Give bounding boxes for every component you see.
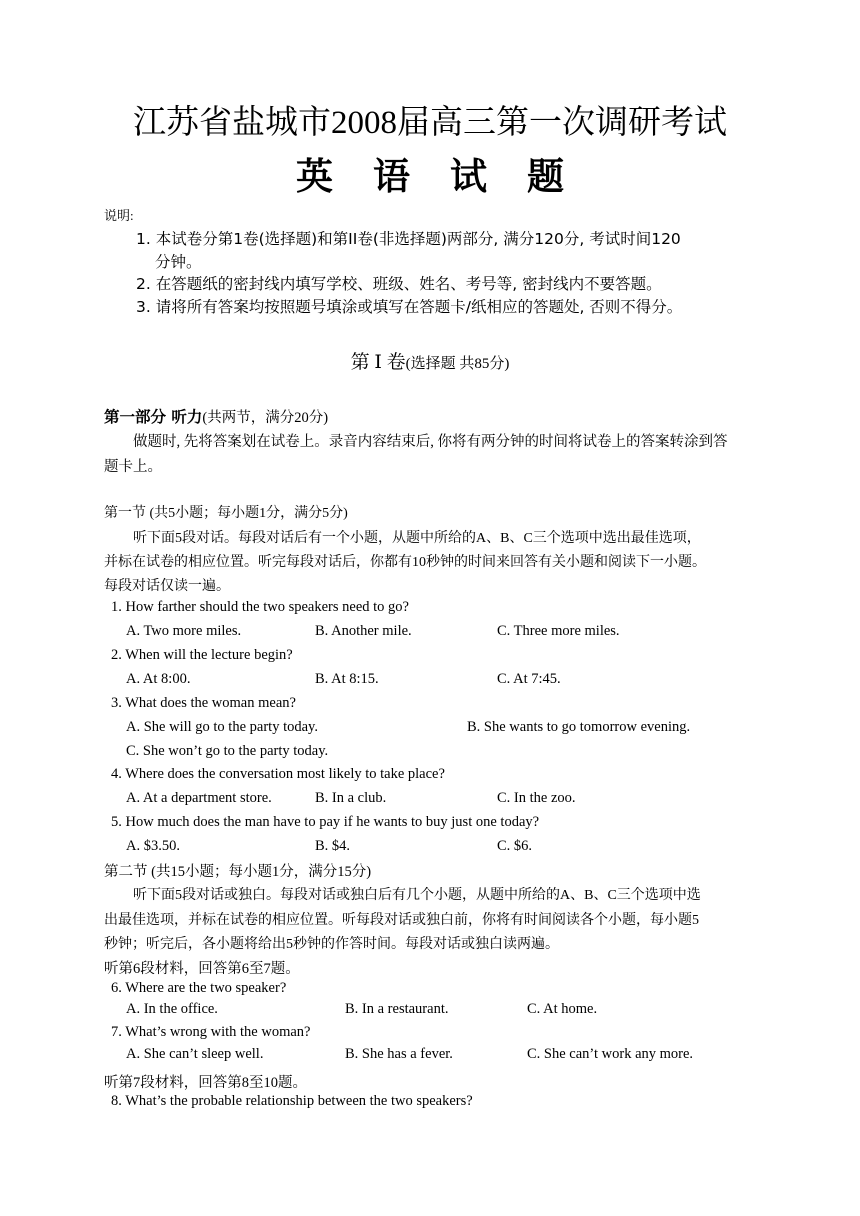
part1-title: 第一部分 听力 (104, 408, 203, 426)
exam-title: 江苏省盐城市2008届高三第一次调研考试 (133, 105, 727, 141)
volume-title: 第 Ⅰ 卷 (350, 352, 406, 373)
section2-direction-line-2: 出最佳选项，并标在试卷的相应位置。听每段对话或独白前，你将有时间阅读各个小题，每小题5 (104, 913, 699, 928)
section1-direction-line-1: 听下面5段对话。每段对话后有一个小题，从题中所给的A、B、C三个选项中选出最佳选项， (133, 531, 701, 546)
question-stem: 6. Where are the two speaker? (111, 980, 287, 996)
question-stem: 5. How much does the man have to pay if he wants to buy just one today? (111, 814, 540, 830)
option-a: A. Two more miles. (126, 623, 242, 639)
option-c: C. Three more miles. (497, 623, 620, 639)
note-item-1-continued: 分钟。 (155, 253, 202, 271)
question-stem: 7. What’s wrong with the woman? (111, 1024, 311, 1040)
option-a: A. At 8:00. (126, 671, 191, 687)
option-a: A. At a department store. (126, 790, 272, 806)
option-a: A. $3.50. (126, 838, 180, 854)
option-b: B. In a restaurant. (345, 1001, 449, 1017)
question-stem: 8. What’s the probable relationship between the two speakers? (111, 1093, 473, 1109)
section2-title: 第二节 (共15小题；每小题1分，满分15分) (104, 864, 372, 880)
option-c: C. She won’t go to the party today. (126, 743, 329, 759)
option-b: B. $4. (315, 838, 351, 854)
option-b: B. Another mile. (315, 623, 412, 639)
section2-direction-line-3: 秒钟；听完后，各小题将给出5秒钟的作答时间。每段对话或独白读两遍。 (104, 937, 559, 952)
section2-direction-line-1: 听下面5段对话或独白。每段对话或独白后有几个小题，从题中所给的A、B、C三个选项中选 (133, 888, 701, 903)
option-b: B. She has a fever. (345, 1046, 453, 1062)
question-stem: 2. When will the lecture begin? (111, 647, 293, 663)
option-b: B. In a club. (315, 790, 387, 806)
option-b: B. At 8:15. (315, 671, 379, 687)
part1-intro-line-1: 做题时, 先将答案划在试卷上。录音内容结束后, 你将有两分钟的时间将试卷上的答案转涂到答 (133, 434, 728, 450)
option-c: C. In the zoo. (497, 790, 576, 806)
option-a: A. She will go to the party today. (126, 719, 318, 735)
part1-heading (104, 405, 328, 427)
section1-title: 第一节 (共5小题；每小题1分，满分5分) (104, 506, 348, 521)
option-c: C. At 7:45. (497, 671, 561, 687)
question-stem: 4. Where does the conversation most likely to take place? (111, 766, 445, 782)
part1-intro-line-2: 题卡上。 (104, 459, 162, 475)
part1-subtitle: (共两节，满分20分) (202, 410, 329, 426)
volume-heading (0, 347, 860, 374)
option-c: C. $6. (497, 838, 533, 854)
note-item-2: 2. 在答题纸的密封线内填写学校、班级、姓名、考号等, 密封线内不要答题。 (136, 275, 662, 293)
exam-subject-title: 英语试题 (296, 157, 604, 198)
notes-label: 说明: (104, 208, 134, 223)
option-c: C. At home. (527, 1001, 598, 1017)
volume-subtitle: (选择题 共85分) (405, 356, 510, 372)
listen-material-6: 听第6段材料，回答第6至7题。 (104, 961, 300, 977)
listen-material-7: 听第7段材料，回答第8至10题。 (104, 1075, 307, 1091)
section1-direction-line-2: 并标在试卷的相应位置。听完每段对话后，你都有10秒钟的时间来回答有关小题和阅读下一小题。 (104, 555, 706, 570)
note-item-3: 3. 请将所有答案均按照题号填涂或填写在答题卡/纸相应的答题处, 否则不得分。 (136, 298, 683, 316)
section1-direction-line-3: 每段对话仅读一遍。 (104, 579, 230, 594)
option-c: C. She can’t work any more. (527, 1046, 694, 1062)
question-stem: 3. What does the woman mean? (111, 695, 296, 711)
option-a: A. She can’t sleep well. (126, 1046, 264, 1062)
question-stem: 1. How farther should the two speakers need to go? (111, 599, 409, 615)
option-a: A. In the office. (126, 1001, 218, 1017)
option-b: B. She wants to go tomorrow evening. (467, 719, 691, 735)
note-item-1: 1. 本试卷分第1卷(选择题)和第II卷(非选择题)两部分, 满分120分, 考试时间120 (136, 230, 681, 248)
